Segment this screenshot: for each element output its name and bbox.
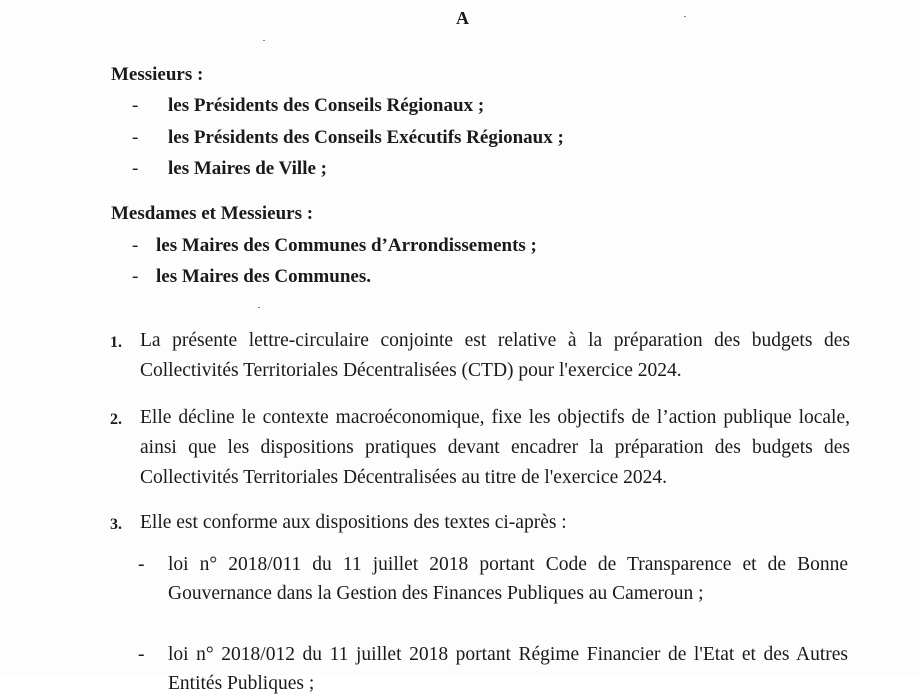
scan-speck (258, 307, 260, 308)
addressee-item-text: les Maires des Communes d’Arrondissements ; (156, 235, 537, 256)
annex-letter: A (456, 8, 469, 28)
list-dash: - (132, 95, 139, 116)
law-item-text: loi n° 2018/011 du 11 juillet 2018 portant Code de Transparence et de Bonne Gouvernance dans la Gestion des Finances Publiques au Cameroun ; (168, 554, 848, 604)
addressee-item (132, 235, 537, 257)
paragraph-3 (110, 508, 850, 538)
addressee-item-text: les Présidents des Conseils Exécutifs Régionaux ; (168, 127, 564, 148)
list-dash: - (132, 235, 139, 256)
law-item (138, 640, 848, 698)
addressee-item (132, 158, 327, 180)
addressee-item-text: les Maires de Ville ; (168, 158, 328, 179)
paragraph-1 (110, 326, 850, 386)
addressee-item (132, 266, 371, 288)
addressee-item (132, 95, 484, 117)
list-dash: - (132, 158, 139, 179)
list-dash: - (138, 554, 145, 575)
paragraph-number: 3. (110, 516, 122, 533)
paragraph-text: Elle décline le contexte macroéconomique, fixe les objectifs de l’action publique locale, ainsi que les dispositions pratiques devant encadrer la préparation des budgets des Collectivités Territoriales Décentralisées au titre de l'exercice 2024. (140, 407, 850, 488)
addressee-title-messieurs: Messieurs : (111, 64, 204, 85)
scan-speck (684, 16, 686, 17)
paragraph-text: La présente lettre-circulaire conjointe est relative à la préparation des budgets des Collectivités Territoriales Décentralisées (CTD) pour l'exercice 2024. (140, 330, 850, 381)
addressee-item (132, 127, 564, 149)
paragraph-number: 2. (110, 411, 122, 428)
paragraph-2 (110, 403, 850, 493)
list-dash: - (132, 266, 139, 287)
paragraph-number: 1. (110, 334, 122, 351)
addressee-item-text: les Maires des Communes. (156, 266, 371, 287)
list-dash: - (132, 127, 139, 148)
addressee-item-text: les Présidents des Conseils Régionaux ; (168, 95, 485, 116)
law-item (138, 550, 848, 608)
scan-speck (263, 40, 265, 41)
addressee-title-mesdames-messieurs: Mesdames et Messieurs : (111, 203, 314, 224)
law-item-text: loi n° 2018/012 du 11 juillet 2018 portant Régime Financier de l'Etat et des Autres Entités Publiques ; (168, 644, 848, 694)
list-dash: - (138, 644, 145, 665)
paragraph-text: Elle est conforme aux dispositions des textes ci-après : (140, 512, 567, 533)
